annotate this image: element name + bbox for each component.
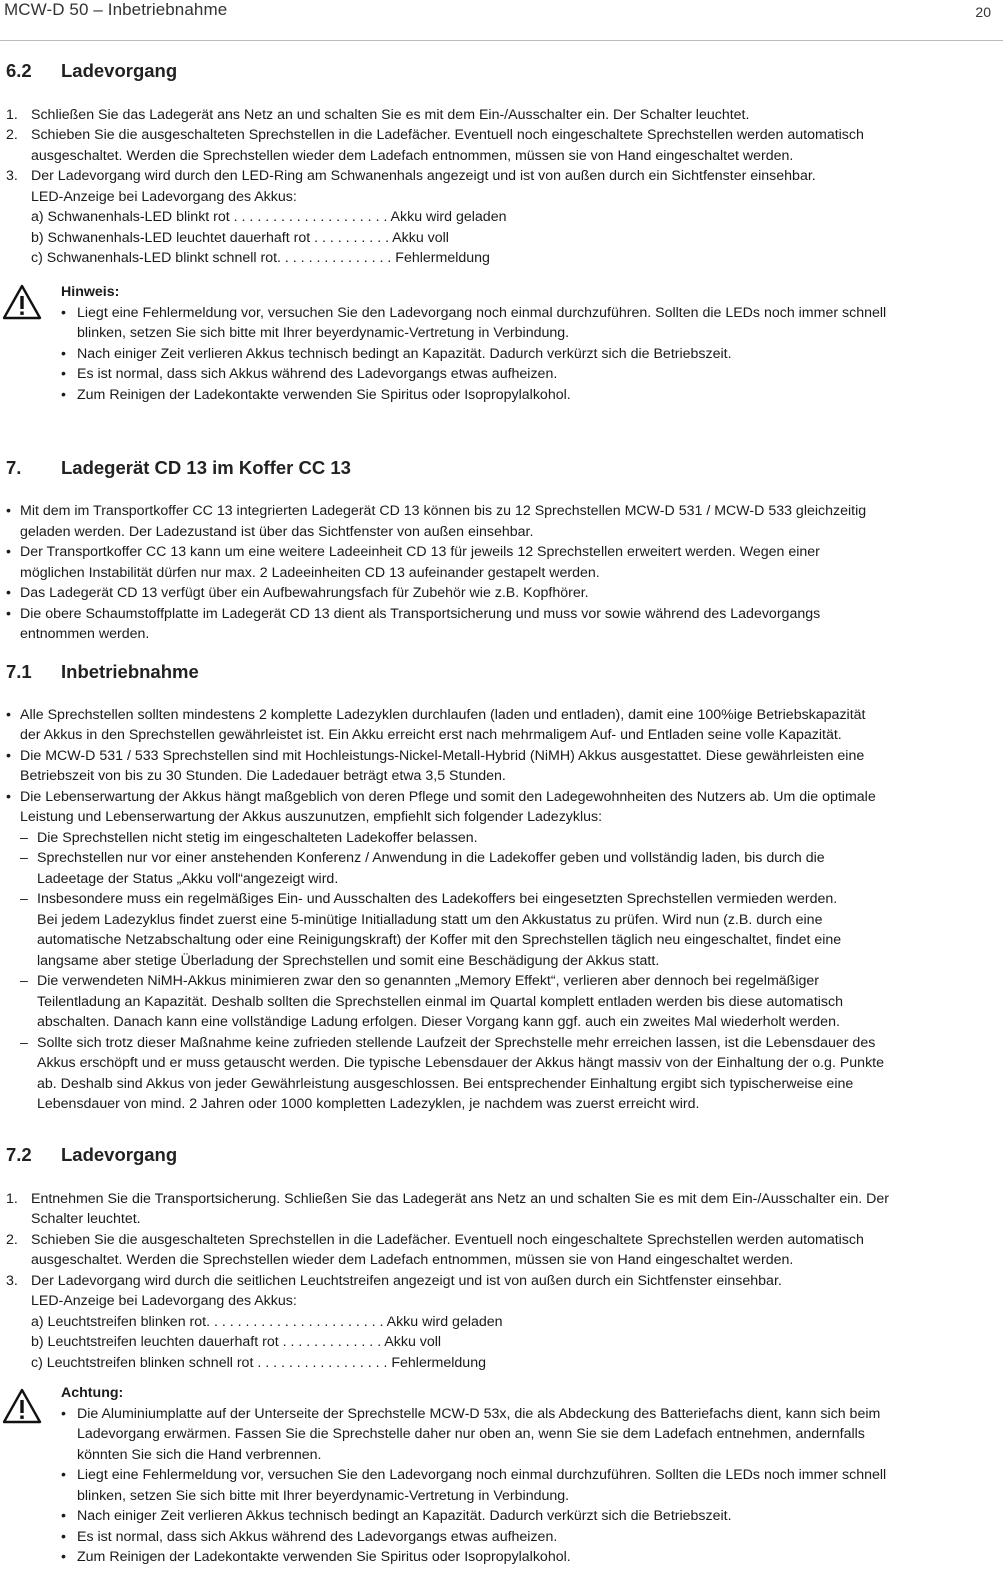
note-text: Es ist normal, dass sich Akkus während des Ladevorgangs etwas aufheizen. (77, 366, 558, 382)
bullet: • (61, 366, 66, 382)
step-text: Schieben Sie die ausgeschalteten Sprechstellen in die Ladefächer. Eventuell noch eingeschaltete Sprechstellen werden automatisch (31, 127, 864, 143)
header-divider (0, 40, 1003, 41)
sublist-text: langsame aber stetige Überladung der Sprechstellen und somit eine Beschädigung der Akkus statt. (37, 953, 660, 969)
note-text: Es ist normal, dass sich Akkus während des Ladevorgangs etwas aufheizen. (77, 1529, 558, 1545)
list-text: Betriebszeit von bis zu 30 Stunden. Die Ladedauer beträgt etwa 3,5 Stunden. (20, 768, 506, 784)
step-text: Schalter leuchtet. (31, 1211, 141, 1227)
sublist-text: Sollte sich trotz dieser Maßnahme keine zufrieden stellende Laufzeit der Sprechstelle mehr erreichen lassen, ist die Lebensdauer des (37, 1035, 876, 1051)
bullet: • (6, 707, 11, 723)
bullet: • (61, 1549, 66, 1565)
bullet: • (6, 606, 11, 622)
bullet: • (61, 1467, 66, 1483)
list-text: der Akkus in den Sprechstellen gewährleistet ist. Ein Akku erreicht erst nach mehrmaligem Auf- und Entladen seine volle Kapazität. (20, 727, 842, 743)
dash: – (20, 850, 28, 866)
section-number: 6.2 (6, 60, 32, 81)
step-number: 3. (6, 1273, 18, 1289)
note-text: Nach einiger Zeit verlieren Akkus technisch bedingt an Kapazität. Dadurch verkürzt sich die Betriebszeit. (77, 1508, 732, 1524)
led-status-line: b) Schwanenhals-LED leuchtet dauerhaft rot . . . . . . . . . . Akku voll (31, 230, 449, 246)
note-text: Liegt eine Fehlermeldung vor, versuchen Sie den Ladevorgang noch einmal durchzuführen. Sollten die LEDs noch immer schnell (77, 1467, 887, 1483)
list-text: Mit dem im Transportkoffer CC 13 integrierten Ladegerät CD 13 können bis zu 12 Sprechstellen MCW-D 531 / MCW-D 533 gleichzeitig (20, 503, 867, 519)
note-text: Liegt eine Fehlermeldung vor, versuchen Sie den Ladevorgang noch einmal durchzuführen. Sollten die LEDs noch immer schnell (77, 305, 887, 321)
sublist-text: Lebensdauer von mind. 2 Jahren oder 1000 kompletten Ladezyklen, je nachdem was zuerst erreicht wird. (37, 1096, 700, 1112)
list-text: Der Transportkoffer CC 13 kann um eine weitere Ladeeinheit CD 13 für jeweils 12 Sprechstellen erweitert werden. Wegen einer (20, 544, 820, 560)
bullet: • (6, 503, 11, 519)
page-number: 20 (975, 4, 991, 20)
warning-icon (2, 284, 42, 320)
section-title: Ladegerät CD 13 im Koffer CC 13 (61, 457, 351, 478)
step-text: Der Ladevorgang wird durch die seitlichen Leuchtstreifen angezeigt und ist von außen durch ein Sichtfenster einsehbar. (31, 1273, 782, 1289)
list-text: geladen werden. Der Ladezustand ist über das Sichtfenster von außen einsehbar. (20, 524, 534, 540)
step-text: LED-Anzeige bei Ladevorgang des Akkus: (31, 189, 297, 205)
section-number: 7.1 (6, 661, 32, 682)
sublist-text: automatische Netzabschaltung oder eine Reinigungskraft) der Koffer mit den Sprechstellen täglich neu eingeschaltet, findet eine (37, 932, 842, 948)
list-text: Die MCW-D 531 / 533 Sprechstellen sind mit Hochleistungs-Nickel-Metall-Hybrid (NiMH) Akkus ausgestattet. Diese gewährleisten eine (20, 748, 865, 764)
dash: – (20, 891, 28, 907)
sublist-text: abschalten. Danach kann eine vollständige Ladung erfolgen. Dieser Vorgang kann ggf. auch ein zweites Mal wiederholt werden. (37, 1014, 840, 1030)
sublist-text: Teilentladung an Kapazität. Deshalb sollten die Sprechstellen einmal im Quartal komplett entladen werden bis diese automatisch (37, 994, 843, 1010)
section-title: Ladevorgang (61, 60, 178, 81)
dash: – (20, 1035, 28, 1051)
bullet: • (61, 346, 66, 362)
note-text: Die Aluminiumplatte auf der Unterseite der Sprechstelle MCW-D 53x, die als Abdeckung des Batteriefachs dient, kann sich beim (77, 1406, 881, 1422)
led-status-line: c) Leuchtstreifen blinken schnell rot . . . . . . . . . . . . . . . . . Fehlermeldung (31, 1355, 486, 1371)
bullet: • (6, 585, 11, 601)
section-heading-6-2 (6, 60, 177, 82)
led-status-line: b) Leuchtstreifen leuchten dauerhaft rot . . . . . . . . . . . . . Akku voll (31, 1334, 442, 1350)
sublist-text: Ladeetage der Status „Akku voll“angezeigt wird. (37, 871, 339, 887)
dash: – (20, 973, 28, 989)
note-title: Achtung: (61, 1385, 124, 1401)
list-text: Die obere Schaumstoffplatte im Ladegerät CD 13 dient als Transportsicherung und muss vor sowie während des Ladevorgangs (20, 606, 821, 622)
step-number: 3. (6, 168, 18, 184)
note-title: Hinweis: (61, 284, 120, 300)
section-number: 7. (6, 457, 22, 478)
bullet: • (61, 305, 66, 321)
step-text: Entnehmen Sie die Transportsicherung. Schließen Sie das Ladegerät ans Netz an und schalten Sie es mit dem Ein-/Ausschalter ein. Der (31, 1191, 890, 1207)
led-status-line: c) Schwanenhals-LED blinkt schnell rot. . . . . . . . . . . . . . . Fehlermeldung (31, 250, 490, 266)
sublist-text: Bei jedem Ladezyklus findet zuerst eine 5-minütige Initialladung statt um den Akkustatus zu prüfen. Wird nun (z.B. durch eine (37, 912, 823, 928)
section-heading-7-2 (6, 1144, 177, 1166)
list-text: Die Lebenserwartung der Akkus hängt maßgeblich von deren Pflege und somit den Ladegewohnheiten des Nutzers ab. Um die optimale (20, 789, 876, 805)
step-number: 2. (6, 1232, 18, 1248)
sublist-text: Insbesondere muss ein regelmäßiges Ein- und Ausschalten des Ladekoffers bei eingesetzten Sprechstellen vermieden werden. (37, 891, 838, 907)
dash: – (20, 830, 28, 846)
step-number: 2. (6, 127, 18, 143)
bullet: • (6, 748, 11, 764)
list-text: Leistung und Lebenserwartung der Akkus auszunutzen, empfiehlt sich folgender Ladezyklus: (20, 809, 603, 825)
section-title: Inbetriebnahme (61, 661, 199, 682)
bullet: • (6, 544, 11, 560)
sublist-text: Die Sprechstellen nicht stetig im eingeschalteten Ladekoffer belassen. (37, 830, 478, 846)
note-text: Zum Reinigen der Ladekontakte verwenden Sie Spiritus oder Isopropylalkohol. (77, 387, 571, 403)
sublist-text: Akkus erschöpft und er muss getauscht werden. Die typische Lebensdauer der Akkus hängt massiv von der Einhaltung der o.g. Punkte (37, 1055, 885, 1071)
section-heading-7 (6, 457, 351, 479)
bullet: • (61, 1529, 66, 1545)
list-text: entnommen werden. (20, 626, 150, 642)
bullet: • (6, 789, 11, 805)
note-text: Zum Reinigen der Ladekontakte verwenden Sie Spiritus oder Isopropylalkohol. (77, 1549, 571, 1565)
note-text: Ladevorgang erwärmen. Fassen Sie die Sprechstelle daher nur oben an, wenn Sie sie dem Ladefach entnehmen, andernfalls (77, 1426, 865, 1442)
sublist-text: Sprechstellen nur vor einer anstehenden Konferenz / Anwendung in die Ladekoffer geben und vollständig laden, bis durch die (37, 850, 825, 866)
step-text: LED-Anzeige bei Ladevorgang des Akkus: (31, 1293, 297, 1309)
step-text: ausgeschaltet. Werden die Sprechstellen wieder dem Ladefach entnommen, müssen sie von Hand eingeschaltet werden. (31, 148, 794, 164)
step-text: ausgeschaltet. Werden die Sprechstellen wieder dem Ladefach entnommen, müssen sie von Hand eingeschaltet werden. (31, 1252, 794, 1268)
sublist-text: ab. Deshalb sind Akkus von jeder Gewährleistung ausgeschlossen. Bei entsprechender Einhaltung ergibt sich typischerweise eine (37, 1076, 854, 1092)
sublist-text: Die verwendeten NiMH-Akkus minimieren zwar den so genannten „Memory Effekt“, verlieren aber dennoch bei regelmäßiger (37, 973, 819, 989)
section-title: Ladevorgang (61, 1144, 178, 1165)
led-status-line: a) Leuchtstreifen blinken rot. . . . . . . . . . . . . . . . . . . . . . . Akku wird geladen (31, 1314, 503, 1330)
list-text: Das Ladegerät CD 13 verfügt über ein Aufbewahrungsfach für Zubehör wie z.B. Kopfhörer. (20, 585, 589, 601)
step-text: Schließen Sie das Ladegerät ans Netz an und schalten Sie es mit dem Ein-/Ausschalter ein. Der Schalter leuchtet. (31, 107, 750, 123)
step-text: Schieben Sie die ausgeschalteten Sprechstellen in die Ladefächer. Eventuell noch eingeschaltete Sprechstellen werden automatisch (31, 1232, 864, 1248)
warning-icon (2, 1388, 42, 1424)
list-text: Alle Sprechstellen sollten mindestens 2 komplette Ladezyklen durchlaufen (laden und entladen), damit eine 100%ige Betriebskapazität (20, 707, 866, 723)
section-number: 7.2 (6, 1144, 32, 1165)
section-heading-7-1 (6, 661, 199, 683)
bullet: • (61, 387, 66, 403)
note-text: Nach einiger Zeit verlieren Akkus technisch bedingt an Kapazität. Dadurch verkürzt sich die Betriebszeit. (77, 346, 732, 362)
note-text: könnten Sie sich die Hand verbrennen. (77, 1447, 322, 1463)
bullet: • (61, 1508, 66, 1524)
step-text: Der Ladevorgang wird durch den LED-Ring am Schwanenhals angezeigt und ist von außen durch ein Sichtfenster einsehbar. (31, 168, 816, 184)
led-status-line: a) Schwanenhals-LED blinkt rot . . . . . . . . . . . . . . . . . . . . Akku wird geladen (31, 209, 507, 225)
note-text: blinken, setzen Sie sich bitte mit Ihrer beyerdynamic-Vertretung in Verbindung. (77, 325, 570, 341)
list-text: möglichen Instabilität dürfen nur max. 2 Ladeeinheiten CD 13 aufeinander gestapelt werden. (20, 565, 600, 581)
note-text: blinken, setzen Sie sich bitte mit Ihrer beyerdynamic-Vertretung in Verbindung. (77, 1488, 570, 1504)
step-number: 1. (6, 1191, 18, 1207)
step-number: 1. (6, 107, 18, 123)
bullet: • (61, 1406, 66, 1422)
document-header-title: MCW-D 50 – Inbetriebnahme (4, 0, 228, 19)
